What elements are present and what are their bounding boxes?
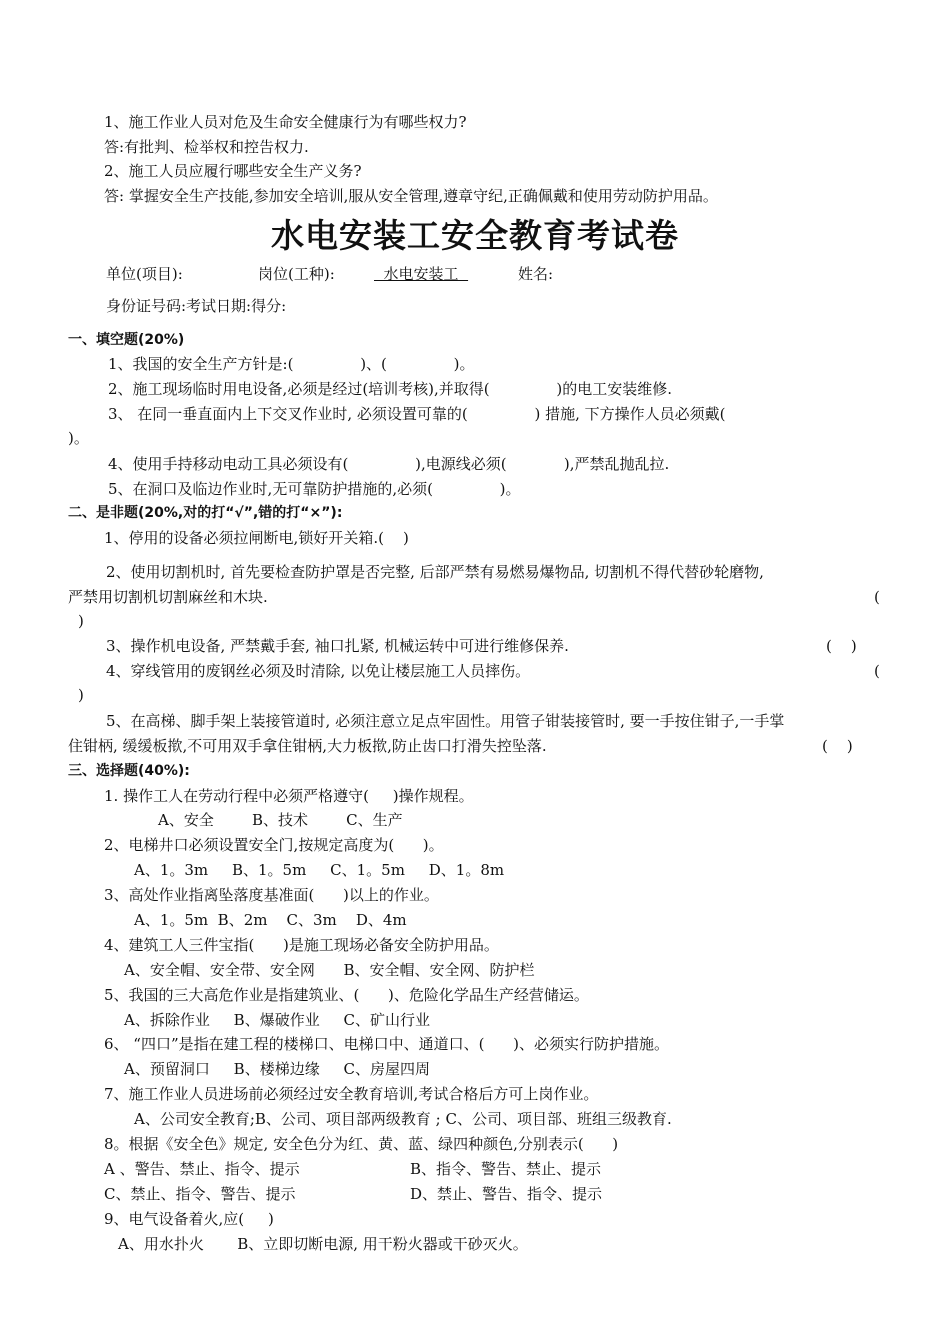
mc-option-8a: A 、警告、禁止、指令、提示 xyxy=(104,1160,300,1178)
post-label: 岗位(工种): xyxy=(258,265,335,283)
tf-question-4: 4、穿线管用的废钢丝必须及时清除, 以免让楼层施工人员摔伤。 xyxy=(106,662,531,680)
intro-question-1: 1、施工作业人员对危及生命安全健康行为有哪些权力? xyxy=(104,113,467,131)
mc-options-6: A、预留洞口 B、楼梯边缘 C、房屋四周 xyxy=(124,1060,431,1078)
page-title: 水电安装工安全教育考试卷 xyxy=(271,216,679,255)
tf-question-4-paren-open: ( xyxy=(874,662,880,680)
intro-answer-2: 答: 掌握安全生产技能,参加安全培训,服从安全管理,遵章守纪,正确佩戴和使用劳动防护用品。 xyxy=(104,187,718,205)
section-2-heading: 二、是非题(20%,对的打“√”,错的打“×”): xyxy=(68,505,343,521)
mc-options-7: A、公司安全教育;B、公司、项目部两级教育 ; C、公司、项目部、班组三级教育. xyxy=(134,1110,672,1128)
tf-question-5: 5、在高梯、脚手架上装接管道时, 必须注意立足点牢固性。用管子钳装接管时, 要一手按住钳子,一手掌 xyxy=(106,712,785,730)
tf-question-5-paren: ( ) xyxy=(822,737,853,755)
mc-options-4: A、安全帽、安全带、安全网 B、安全帽、安全网、防护栏 xyxy=(124,961,535,979)
fill-question-3-cont: )。 xyxy=(68,429,89,447)
fill-question-3: 3、 在同一垂直面内上下交叉作业时, 必须设置可靠的( ) 措施, 下方操作人员必须戴( xyxy=(108,405,726,423)
id-date-score-line: 身份证号码:考试日期:得分: xyxy=(106,297,287,315)
fill-question-5: 5、在洞口及临边作业时,无可靠防护措施的,必须( )。 xyxy=(108,480,521,498)
fill-question-2: 2、施工现场临时用电设备,必须是经过(培训考核),并取得( )的电工安装维修. xyxy=(108,380,673,398)
mc-question-8: 8。根据《安全色》规定, 安全色分为红、黄、蓝、绿四种颜色,分别表示( ) xyxy=(104,1135,619,1153)
mc-question-6: 6、 “四口”是指在建工程的楼梯口、电梯口中、通道口、( )、必须实行防护措施。 xyxy=(104,1035,669,1053)
tf-question-2-paren-open: ( xyxy=(874,588,880,606)
mc-option-8b: B、指令、警告、禁止、提示 xyxy=(410,1160,602,1178)
tf-question-3-paren: ( ) xyxy=(826,637,857,655)
mc-options-1: A、安全 B、技术 C、生产 xyxy=(158,811,403,829)
post-value: 水电安装工 xyxy=(374,265,469,283)
name-label: 姓名: xyxy=(518,265,554,283)
intro-answer-1: 答:有批判、检举权和控告权力. xyxy=(104,138,309,156)
mc-options-2: A、1。3m B、1。5m C、1。5m D、1。8m xyxy=(134,861,505,879)
tf-question-2: 2、使用切割机时, 首先要检查防护罩是否完整, 后部严禁有易燃易爆物品, 切割机不得代替砂轮磨物, xyxy=(106,563,764,581)
mc-question-3: 3、高处作业指离坠落度基准面( )以上的作业。 xyxy=(104,886,439,904)
section-3-heading: 三、选择题(40%): xyxy=(68,763,190,779)
fill-question-4: 4、使用手持移动电动工具必须设有( ),电源线必须( ),严禁乱抛乱拉. xyxy=(108,455,670,473)
tf-question-4-paren-close: ) xyxy=(78,686,84,704)
tf-question-1: 1、停用的设备必须拉闸断电,锁好开关箱.( ) xyxy=(104,529,409,547)
mc-option-8d: D、禁止、警告、指令、提示 xyxy=(410,1185,603,1203)
mc-question-7: 7、施工作业人员进场前必须经过安全教育培训,考试合格后方可上岗作业。 xyxy=(104,1085,599,1103)
mc-options-3: A、1。5m B、2m C、3m D、4m xyxy=(134,911,407,929)
mc-question-4: 4、建筑工人三件宝指( )是施工现场必备安全防护用品。 xyxy=(104,936,499,954)
mc-question-2: 2、电梯井口必须设置安全门,按规定高度为( )。 xyxy=(104,836,444,854)
mc-question-1: 1. 操作工人在劳动行程中必须严格遵守( )操作规程。 xyxy=(104,787,474,805)
mc-option-8c: C、禁止、指令、警告、提示 xyxy=(104,1185,296,1203)
tf-question-5-cont: 住钳柄, 缓缓板揿,不可用双手拿住钳柄,大力板揿,防止齿口打滑失控坠落. xyxy=(68,737,547,755)
tf-question-2-paren-close: ) xyxy=(78,612,84,630)
tf-question-3: 3、操作机电设备, 严禁戴手套, 袖口扎紧, 机械运转中可进行维修保养. xyxy=(106,637,569,655)
fill-question-1: 1、我国的安全生产方针是:( )、( )。 xyxy=(108,355,475,373)
tf-question-2-cont: 严禁用切割机切割麻丝和木块. xyxy=(68,588,268,606)
mc-question-5: 5、我国的三大高危作业是指建筑业、( )、危险化学品生产经营储运。 xyxy=(104,986,589,1004)
mc-question-9: 9、电气设备着火,应( ) xyxy=(104,1210,274,1228)
section-1-heading: 一、填空题(20%) xyxy=(68,332,185,348)
mc-options-5: A、拆除作业 B、爆破作业 C、矿山行业 xyxy=(124,1011,431,1029)
intro-question-2: 2、施工人员应履行哪些安全生产义务? xyxy=(104,162,362,180)
unit-label: 单位(项目): xyxy=(106,265,183,283)
mc-options-9: A、用水扑火 B、立即切断电源, 用干粉火器或干砂灭火。 xyxy=(118,1235,528,1253)
